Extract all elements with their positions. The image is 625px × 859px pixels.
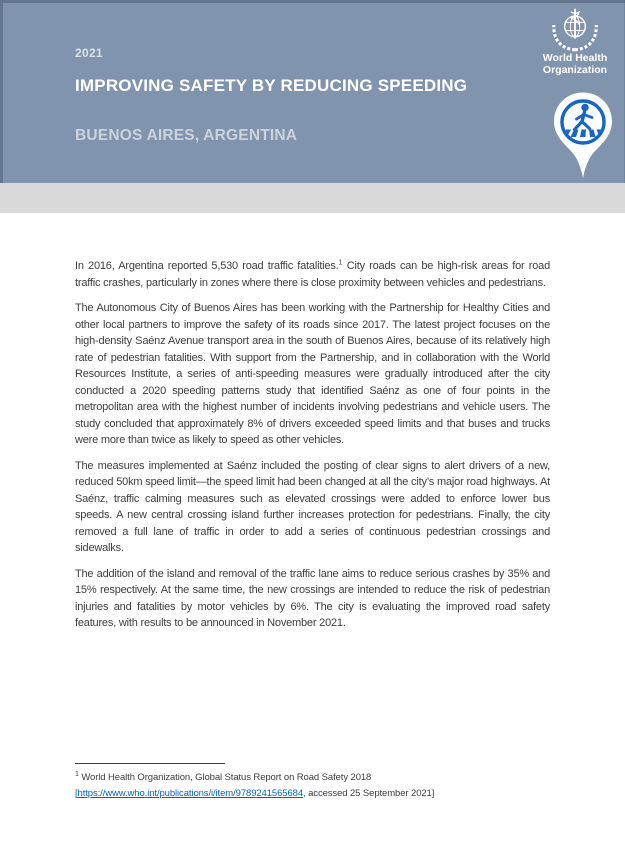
- paragraph-project: The Autonomous City of Buenos Aires has been working with the Partnership for Healthy Cities and other local partners to improve the safety of its roads since 2017. The latest project focuses on the high-density Saénz Avenue transport area in the south of Buenos Aires, because of its relatively high rate of pedestrian fatalities. With support from the Partnership, and in collaboration with the World Resources Institute, a series of anti-speeding measures were gradually introduced after the city conducted a 2020 speeding patterns study that identified Saénz as one of four points in the metropolitan area with the highest number of incidents involving pedestrians and vehicle users. The study concluded that approximately 8% of drivers exceeded speed limits and that buses and trucks were more than twice as likely to speed as other vehicles.: [75, 302, 550, 446]
- who-logo-text: [543, 53, 608, 76]
- footnote-separator: [75, 763, 225, 764]
- paragraph-outcomes: The addition of the island and removal of the traffic lane aims to reduce serious crashes by 35% and 15% respectively. At the same time, the new crossings are intended to reduce the risk of pedestrian injuries and fatalities by motor vehicles by 6%. The city is evaluating the improved road safety features, with results to be announced in November 2021.: [75, 567, 550, 629]
- footnote-reference: 1: [338, 257, 343, 267]
- footnote-text: World Health Organization, Global Status Report on Road Safety 2018: [78, 772, 372, 783]
- footnote-access-date: accessed 25 September 2021]: [305, 787, 435, 799]
- header-divider-band: [0, 183, 625, 213]
- paragraph-intro: [75, 258, 550, 291]
- footnote-marker: 1: [75, 770, 79, 778]
- who-logo: [531, 7, 619, 76]
- paragraph-intro-text: In 2016, Argentina reported 5,530 road traffic fatalities.: [75, 260, 339, 272]
- document-header: [0, 0, 625, 183]
- footnote-line2: [75, 786, 550, 802]
- document-body: [75, 258, 550, 641]
- document-subtitle: BUENOS AIRES, ARGENTINA: [75, 127, 298, 144]
- who-emblem-icon: [548, 7, 602, 53]
- document-title: IMPROVING SAFETY BY REDUCING SPEEDING: [75, 76, 468, 95]
- who-logo-text-line1: World Health: [542, 52, 608, 64]
- pedestrian-crossing-pin-icon: [551, 91, 615, 181]
- paragraph-intro-continued: City roads can be high-risk areas for road traffic crashes, particularly in zones where there is close proximity between vehicles and pedestrians.: [75, 260, 551, 289]
- footnote-link[interactable]: [https://www.who.int/publications/i/item/9789241565684,: [75, 787, 306, 799]
- paragraph-measures: The measures implemented at Saénz included the posting of clear signs to alert drivers of a new, reduced 50km speed limit—the speed limit had been changed at all the city’s major road highways. At Saénz, traffic calming measures such as elevated crossings were added to enforce lower bus speeds. A new central crossing island further increases protection for pedestrians. Finally, the city removed a full lane of traffic in order to add a series of continuous pedestrian crossings and sidewalks.: [75, 459, 550, 554]
- report-year: 2021: [75, 46, 103, 60]
- who-logo-text-line2: Organization: [542, 63, 608, 76]
- footnote-section: [75, 763, 550, 801]
- footnote-line1: [75, 770, 550, 786]
